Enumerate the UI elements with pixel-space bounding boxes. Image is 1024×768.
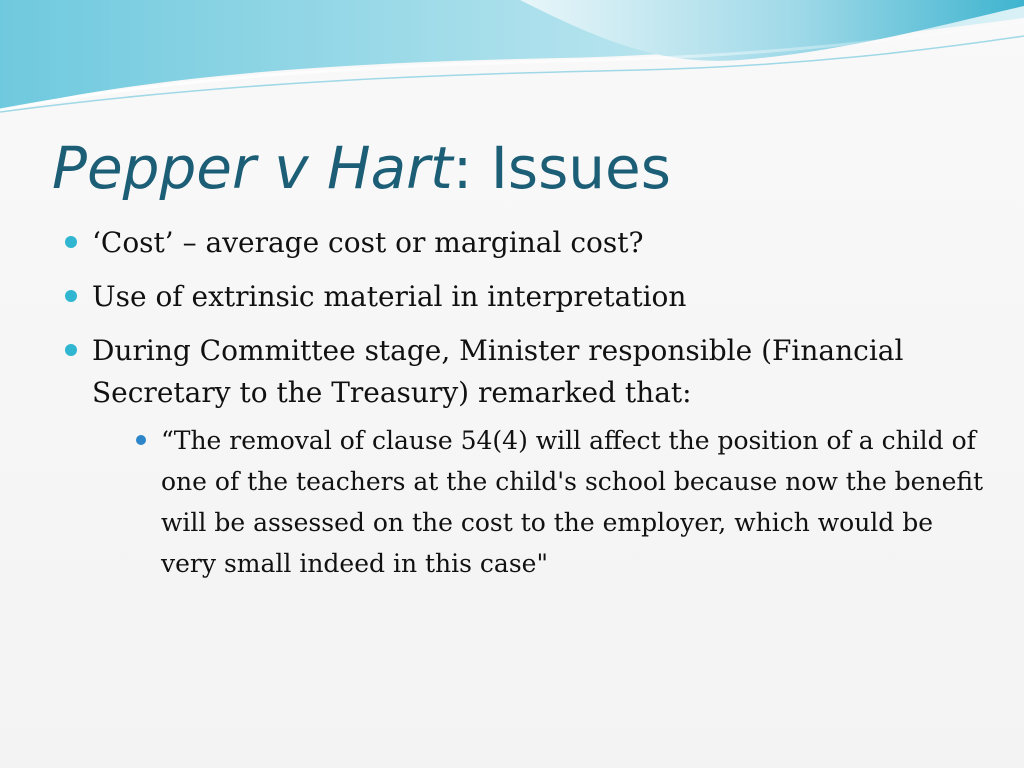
bullet-item-committee-stage	[62, 330, 992, 414]
sub-bullet-item-quote	[133, 420, 992, 584]
bullet-text: During Committee stage, Minister responsible (Financial Secretary to the Treasury) remarked that:	[92, 334, 904, 409]
quote-text: “The removal of clause 54(4) will affect the position of a child of one of the teachers at the child's school because now the benefit will be assessed on the cost to the employer, which would be very small indeed in this case"	[161, 426, 984, 578]
bullet-text: Use of extrinsic material in interpretation	[92, 280, 687, 313]
slide-title	[52, 128, 671, 208]
bullet-item-cost	[62, 222, 992, 264]
bullet-dot-icon	[65, 236, 77, 248]
header-wave-decoration	[0, 0, 1024, 130]
sub-bullet-dot-icon	[136, 435, 146, 445]
bullet-item-extrinsic-material	[62, 276, 992, 318]
bullet-dot-icon	[65, 344, 77, 356]
slide-content	[62, 222, 992, 584]
title-case-name: Pepper v Hart	[52, 134, 453, 202]
title-suffix: : Issues	[452, 134, 671, 202]
bullet-text: ‘Cost’ – average cost or marginal cost?	[92, 226, 644, 259]
bullet-dot-icon	[65, 290, 77, 302]
